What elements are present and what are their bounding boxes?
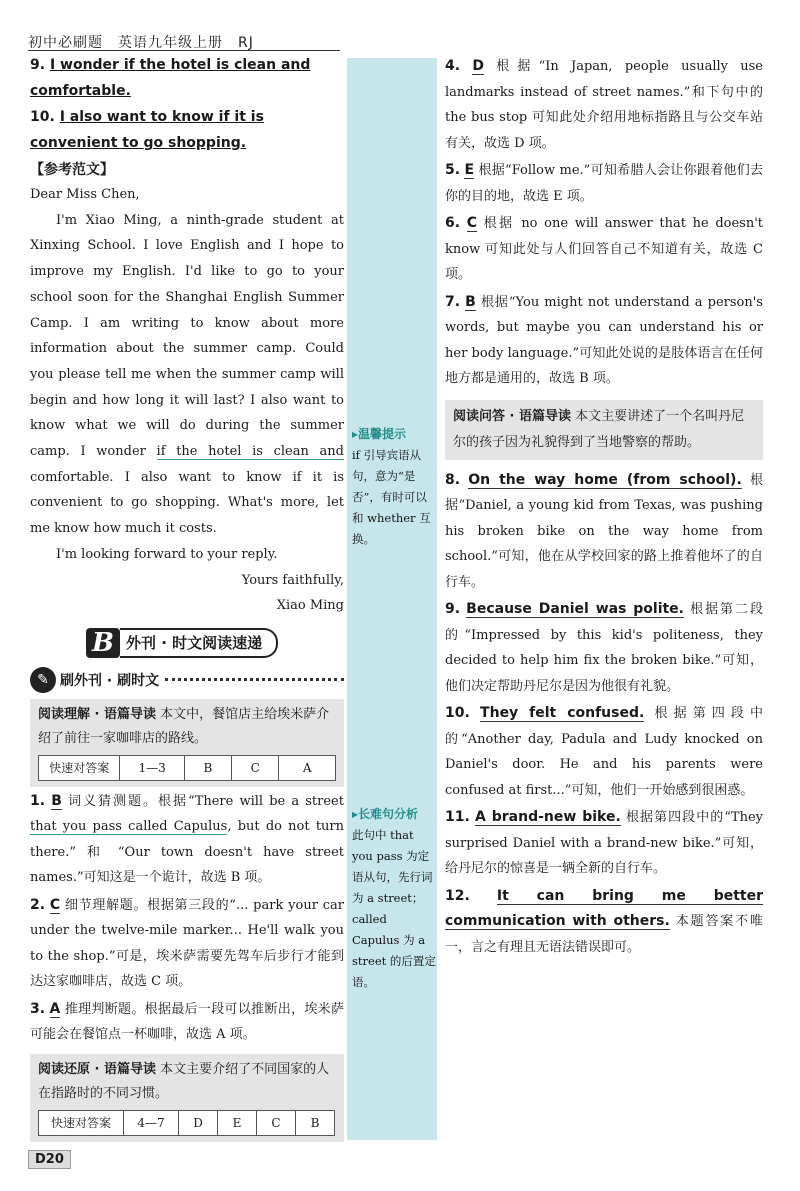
question-answer: D bbox=[472, 58, 484, 74]
question-answer: E bbox=[464, 162, 475, 178]
right-column bbox=[445, 52, 763, 960]
question-answer: It can bring me better communication with others. bbox=[445, 887, 763, 929]
subsection-title: 刷外刊 · 刷时文 bbox=[60, 672, 160, 689]
question-number: 5. bbox=[445, 162, 461, 178]
answer-number: 9. bbox=[30, 57, 46, 73]
analysis-title: ▸长难句分析 bbox=[352, 807, 419, 821]
question-10 bbox=[445, 701, 763, 803]
guide-label: 阅读还原 · 语篇导读 bbox=[38, 1061, 156, 1077]
guide-label: 阅读问答 · 语篇导读 bbox=[453, 408, 571, 424]
question-9 bbox=[445, 597, 763, 699]
dotted-divider bbox=[165, 678, 344, 681]
question-number: 11. bbox=[445, 809, 470, 825]
explanation-text: 根据第四段中的“They surprised Daniel with a brand-new bike.”可知，给丹尼尔的惊喜是一辆全新的自行车。 bbox=[445, 810, 764, 876]
table-cell: 1—3 bbox=[120, 755, 184, 780]
question-7 bbox=[445, 290, 763, 392]
brush-icon: ✎ bbox=[30, 667, 56, 693]
page-number: D20 bbox=[28, 1150, 71, 1169]
table-cell: E bbox=[218, 1110, 257, 1135]
closing: Yours faithfully, bbox=[241, 572, 344, 588]
essay-paragraph-2: I'm looking forward to your reply. bbox=[56, 546, 278, 562]
explanation-text: 本题答案不唯一，言之有理且无语法错误即可。 bbox=[445, 914, 763, 955]
signature: Xiao Ming bbox=[276, 598, 344, 614]
guide-label: 阅读理解 · 语篇导读 bbox=[38, 706, 156, 722]
question-answer: B bbox=[51, 792, 62, 809]
question-answer: They felt confused. bbox=[480, 705, 645, 721]
question-answer: A bbox=[49, 1000, 61, 1017]
explanation-text: 根据 no one will answer that he doesn't know 可知此处与人们回答自己不知道有关，故选 C 项。 bbox=[445, 216, 764, 282]
essay-text: I'm Xiao Ming, a ninth-grade student at Xinxing School. I love English and I hope to improve my English. I'd like to go to your school soon for the Shanghai English Summer Camp. I am writing to know about more information about the summer camp. Could you please tell me when the summer camp will begin and how long it will last? I also want to know what we will do during the summer camp. I wonder bbox=[30, 212, 344, 460]
table-cell: D bbox=[179, 1110, 218, 1135]
answer-text: I wonder if the hotel is clean and comfortable. bbox=[30, 57, 311, 99]
question-answer: A brand-new bike. bbox=[475, 809, 621, 825]
guide-text: 本文主要介绍了不同国家的人在指路时的不同习惯。 bbox=[38, 1061, 330, 1101]
explanation-text: 根据“You might not understand a person's words, but maybe you can understand his or her body language.”可知此处说的是肢体语言在任何地方都是通用的，故选 B 项。 bbox=[445, 294, 763, 386]
explanation-text: 根据第四段中的“Another day, Padula and Ludy knocked on Daniel's door. He and his parents were confused at first...”可知，他们一开始感到很困惑。 bbox=[445, 706, 763, 798]
question-12 bbox=[445, 884, 763, 961]
table-cell: 快速对答案 bbox=[39, 755, 120, 780]
subsection-strip bbox=[30, 667, 344, 693]
question-number: 6. bbox=[445, 215, 461, 231]
answer-number: 10. bbox=[30, 109, 55, 125]
explanation-text: 推理判断题。根据最后一段可以推断出，埃米萨可能会在餐馆点一杯咖啡，故选 A 项。 bbox=[30, 1001, 344, 1043]
table-cell: C bbox=[257, 1110, 296, 1135]
answer-10 bbox=[30, 104, 344, 156]
question-number: 3. bbox=[30, 1000, 46, 1017]
tip-text: if 引导宾语从句，意为“是否”，有时可以和 whether 互换。 bbox=[352, 448, 431, 546]
question-number: 10. bbox=[445, 705, 470, 721]
analysis-text: 此句中 that you pass 为定语从句，先行词为 a street；called Capulus 为 a street 的后置定语。 bbox=[352, 828, 436, 989]
explanation-text: , but do not turn there.” 和 “Our town doesn't have street names.”可知这是一个诡计，故选 B 项。 bbox=[30, 819, 344, 886]
question-2 bbox=[30, 893, 344, 995]
table-cell: B bbox=[296, 1110, 335, 1135]
question-answer: C bbox=[49, 896, 61, 913]
section-banner bbox=[86, 627, 344, 659]
question-11 bbox=[445, 805, 763, 882]
highlighted-clause: if the hotel is clean and bbox=[156, 444, 344, 460]
explanation-text: 词义猜测题。根据“There will be a street bbox=[68, 793, 344, 809]
explanation-text: 根据第二段的“Impressed by this kid's politeness, they decided to help him fix the broken bike.”可知，他们决定帮助丹尼尔是因为他很有礼貌。 bbox=[445, 602, 763, 694]
table-cell: 4—7 bbox=[124, 1110, 179, 1135]
question-8 bbox=[445, 468, 763, 596]
explanation-text: 根据“In Japan, people usually use landmarks instead of street names.”和下句中的 the bus stop 可知此处介绍用地标指路且与公交车站有关，故选 D 项。 bbox=[445, 59, 763, 151]
question-answer: C bbox=[466, 215, 477, 231]
section-banner-text: 外刊 · 时文阅读速递 bbox=[120, 628, 278, 658]
header-rule bbox=[28, 50, 340, 51]
question-number: 7. bbox=[445, 293, 461, 310]
question-number: 12. bbox=[445, 887, 470, 904]
salutation: Dear Miss Chen, bbox=[30, 187, 140, 202]
answer-9 bbox=[30, 52, 344, 104]
guide-text: 本文中，餐馆店主给埃米萨介绍了前往一家咖啡店的路线。 bbox=[38, 706, 330, 746]
guide-text: 本文主要讲述了一个名叫丹尼尔的孩子因为礼貌得到了当地警察的帮助。 bbox=[453, 408, 745, 450]
essay-text: comfortable. I also want to know if it is convenient to go shopping. What's more, let me know how much it costs. bbox=[30, 469, 344, 537]
question-answer: B bbox=[465, 293, 476, 310]
question-answer: On the way home (from school). bbox=[468, 471, 742, 488]
answer-text: I also want to know if it is convenient to go shopping. bbox=[30, 109, 264, 151]
question-number: 4. bbox=[445, 58, 461, 74]
essay-paragraph-1 bbox=[30, 208, 344, 542]
explanation-text: 根据“Follow me.”可知希腊人会让你跟着他们去你的目的地，故选 E 项。 bbox=[445, 163, 763, 204]
section-b-icon: B bbox=[86, 628, 120, 658]
left-column bbox=[30, 52, 344, 1142]
table-cell: 快速对答案 bbox=[39, 1110, 124, 1135]
sentence-analysis-note bbox=[352, 804, 436, 993]
question-answer: Because Daniel was polite. bbox=[466, 601, 684, 617]
reading-guide-box-2 bbox=[30, 1054, 344, 1142]
question-number: 2. bbox=[30, 896, 46, 913]
quick-answer-table-1 bbox=[38, 755, 336, 781]
question-number: 1. bbox=[30, 792, 46, 809]
tip-title: ▸温馨提示 bbox=[352, 427, 407, 441]
question-number: 8. bbox=[445, 471, 461, 488]
question-6 bbox=[445, 211, 763, 288]
quick-answer-table-2 bbox=[38, 1110, 335, 1136]
explanation-text: 根据“Daniel, a young kid from Texas, was pushing his broken bike on the way home from school.”可知，他在从学校回家的路上推着他坏了的自行车。 bbox=[445, 472, 763, 590]
table-cell: A bbox=[279, 755, 336, 780]
table-cell: C bbox=[232, 755, 279, 780]
tip-note bbox=[352, 424, 436, 550]
book-header: 初中必刷题 英语九年级上册 RJ bbox=[28, 35, 254, 51]
question-number: 9. bbox=[445, 601, 461, 617]
reference-essay-title: 【参考范文】 bbox=[30, 162, 114, 178]
reading-guide-box-3 bbox=[445, 400, 763, 460]
table-cell: B bbox=[184, 755, 231, 780]
explanation-text: 细节理解题。根据第三段的“... park your car under the twelve-mile marker... He'll walk you to the shop.”可是，埃米萨需要先驾车后步行才能到达这家咖啡店，故选 C 项。 bbox=[30, 897, 344, 990]
question-4 bbox=[445, 54, 763, 156]
question-5 bbox=[445, 158, 763, 209]
tip-title-text: 温馨提示 bbox=[358, 427, 407, 441]
question-3 bbox=[30, 997, 344, 1048]
reading-guide-box-1 bbox=[30, 699, 344, 787]
question-1 bbox=[30, 789, 344, 891]
analysis-title-text: 长难句分析 bbox=[358, 807, 419, 821]
highlighted-clause: that you pass called Capulus bbox=[30, 819, 228, 835]
